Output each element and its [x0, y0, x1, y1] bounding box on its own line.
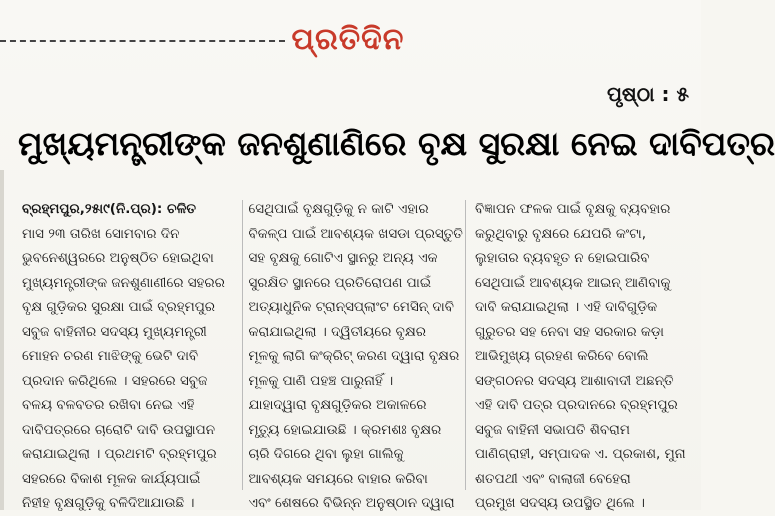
article-column-2: [248, 197, 463, 511]
text-line: ଚାରି ଦିଗରେ ଥିବା ଲୁହା ଗାଲିକୁ: [248, 446, 404, 462]
text-line: ବଳୟ ବଳବତର ରଖିବା ନେଇ ଏହି: [22, 397, 195, 413]
text-line: ଆଭିମୁଖ୍ୟ ଗ୍ରହଣ କରିବେ ବୋଲି: [475, 348, 649, 364]
text-line: ଭୁବନେଶ୍ୱରରେ ଅନୁଷ୍ଠିତ ହୋଇଥିବା: [22, 250, 214, 266]
masthead: ପ୍ରତିଦିନ: [291, 22, 405, 57]
text-line: ସହରରେ ବିକାଶ ମୂଳକ କାର୍ଯ୍ୟପାଇଁ: [22, 470, 201, 487]
text-line: ମୂଳକୁ ଲାଗି କଂକ୍ରିଟ୍ କରଣ ଦ୍ୱାରା ବୃକ୍ଷର: [248, 348, 460, 364]
text-line: ଗୁରୁତର ସହ ନେବା ସହ ସରକାର କଡ଼ା: [475, 323, 664, 340]
text-line: ମୃତ୍ୟୁ ହୋଇଯାଉଛି । କ୍ରମଶଃ ବୃକ୍ଷର: [248, 421, 442, 438]
text-line: କରାଯାଇଥିଲା । ଦ୍ୱିତୀୟରେ ବୃକ୍ଷର: [248, 323, 426, 340]
headline: ମୁଖ୍ୟମନ୍ତ୍ରୀଙ୍କ ଜନଶୁଣାଣିରେ ବୃକ୍ଷ ସୁରକ୍ଷା ନେଇ ଦାବିପତ୍ର: [18, 124, 775, 163]
text-line: ଦାବିପତ୍ରରେ ଚାରୋଟି ଦାବି ଉପସ୍ଥାପନ: [22, 421, 216, 438]
header-rule: [0, 40, 285, 42]
text-line: ସବୁଜ ବାହିନୀ ସଭାପତି ଶିବରାମ: [475, 421, 630, 438]
text-line: ବିକଳ୍ପ ପାଇଁ ଆବଶ୍ୟକ ଖସଡା ପ୍ରସ୍ତୁତି: [248, 225, 463, 242]
text-line: କରୁଥିବାରୁ ବୃକ୍ଷରେ ଯେପରି କଂଟା,: [475, 225, 646, 242]
text-line: ଲୁହାତାର ବ୍ୟବହୃତ ନ ହୋଇପାରିବ: [475, 250, 650, 266]
text-line: ମୁଖ୍ୟମନ୍ତ୍ରୀଙ୍କ ଜନଶୁଣାଣୀରେ ସହରର: [22, 274, 225, 291]
text-line: ସେଥିପାଇଁ ଆବଶ୍ୟକ ଆଇନ୍ ଆଣିବାକୁ: [475, 274, 671, 291]
text-line: ପାଣିଗ୍ରାହୀ, ସମ୍ପାଦକ ଏ. ପ୍ରକାଶ, ମୁନା: [475, 446, 686, 462]
text-line: ମାସ ୨୩ ତାରିଖ ସୋମବାର ଦିନ: [22, 225, 180, 242]
text-line: ଆବଶ୍ୟକ ସମୟରେ ବାହାର କରିବା: [248, 470, 428, 487]
text-line: ସୁରକ୍ଷିତ ସ୍ଥାନରେ ପ୍ରତିରୋପଣ ପାଇଁ: [248, 274, 432, 291]
page-number: ପୃଷ୍ଠା : ୫: [606, 82, 689, 106]
text-line: ବିଜ୍ଞାପନ ଫଳକ ପାଇଁ ବୃକ୍ଷକୁ ବ୍ୟବହାର: [475, 201, 671, 217]
text-line: କରାଯାଇଥିଲା । ପ୍ରଥମଟି ବ୍ରହ୍ମପୁର: [22, 446, 217, 462]
text-line: ଅତ୍ୟାଧୁନିକ ଟ୍ରାନ୍ସପ୍ଲାଂଟ ମେସିନ୍ ଦାବି: [248, 299, 454, 315]
text-line: ଯାହାଦ୍ୱାରା ବୃକ୍ଷଗୁଡ଼ିକର ଅକାଳରେ: [248, 397, 427, 413]
text-line: ଏହି ଦାବି ପତ୍ର ପ୍ରଦାନରେ ବ୍ରହ୍ମପୁର: [475, 397, 678, 413]
page-edge: [0, 170, 4, 510]
article-column-1: [22, 197, 234, 511]
text-line: ସେଥିପାଇଁ ବୃକ୍ଷଗୁଡ଼ିକୁ ନ କାଟି ଏହାର: [248, 201, 429, 217]
text-line: ମୂଳକୁ ପାଣି ପହଞ୍ଚ ପାରୁନାହିଁ ।: [248, 372, 394, 389]
article-column-3: [475, 197, 687, 511]
text-line: ଏବଂ ଶେଷରେ ବିଭିନ୍ନ ଅନୁଷ୍ଠାନ ଦ୍ୱାରା: [248, 495, 455, 511]
text-line: ସଙ୍ଗଠନର ସଦସ୍ୟ ଆଶାବାଦୀ ଅଛନ୍ତି: [475, 372, 674, 389]
text-line: ପ୍ରଦାନ କରିଥିଲେ । ସହରରେ ସବୁଜ: [22, 372, 208, 389]
text-line: ସବୁଜ ବାହିନୀର ସଦସ୍ୟ ମୁଖ୍ୟମନ୍ତ୍ରୀ: [22, 323, 207, 340]
text-line: ପ୍ରମୁଖ ସଦସ୍ୟ ଉପସ୍ଥିତ ଥିଲେ ।: [475, 495, 645, 511]
article-body: [22, 197, 687, 511]
text-line: ଦାବି କରାଯାଇଥିଲା । ଏହି ଦାବିଗୁଡ଼ିକ: [475, 299, 658, 315]
text-line: ସହ ବୃକ୍ଷକୁ ଗୋଟିଏ ସ୍ଥାନରୁ ଅନ୍ୟ ଏକ: [248, 250, 438, 266]
text-line: ଶତପଥୀ ଏବଂ ବାଲାଜୀ ବେହେରା: [475, 470, 631, 487]
text-line: ମୋହନ ଚରଣ ମାଝିଙ୍କୁ ଭେଟି ଦାବି: [22, 348, 199, 364]
text-line: ନିହୀହ ବୃକ୍ଷଗୁଡ଼ିକୁ ବଳିଦିଆଯାଉଛି ।: [22, 495, 195, 511]
text-line: ବୃକ୍ଷ ଗୁଡ଼ିକର ସୁରକ୍ଷା ପାଇଁ ବ୍ରହ୍ମପୁର: [22, 299, 216, 315]
text-line: ବ୍ରହ୍ମପୁର,୨୫ା୯(ନି.ପ୍ର): ଚଳିତ: [22, 201, 196, 217]
